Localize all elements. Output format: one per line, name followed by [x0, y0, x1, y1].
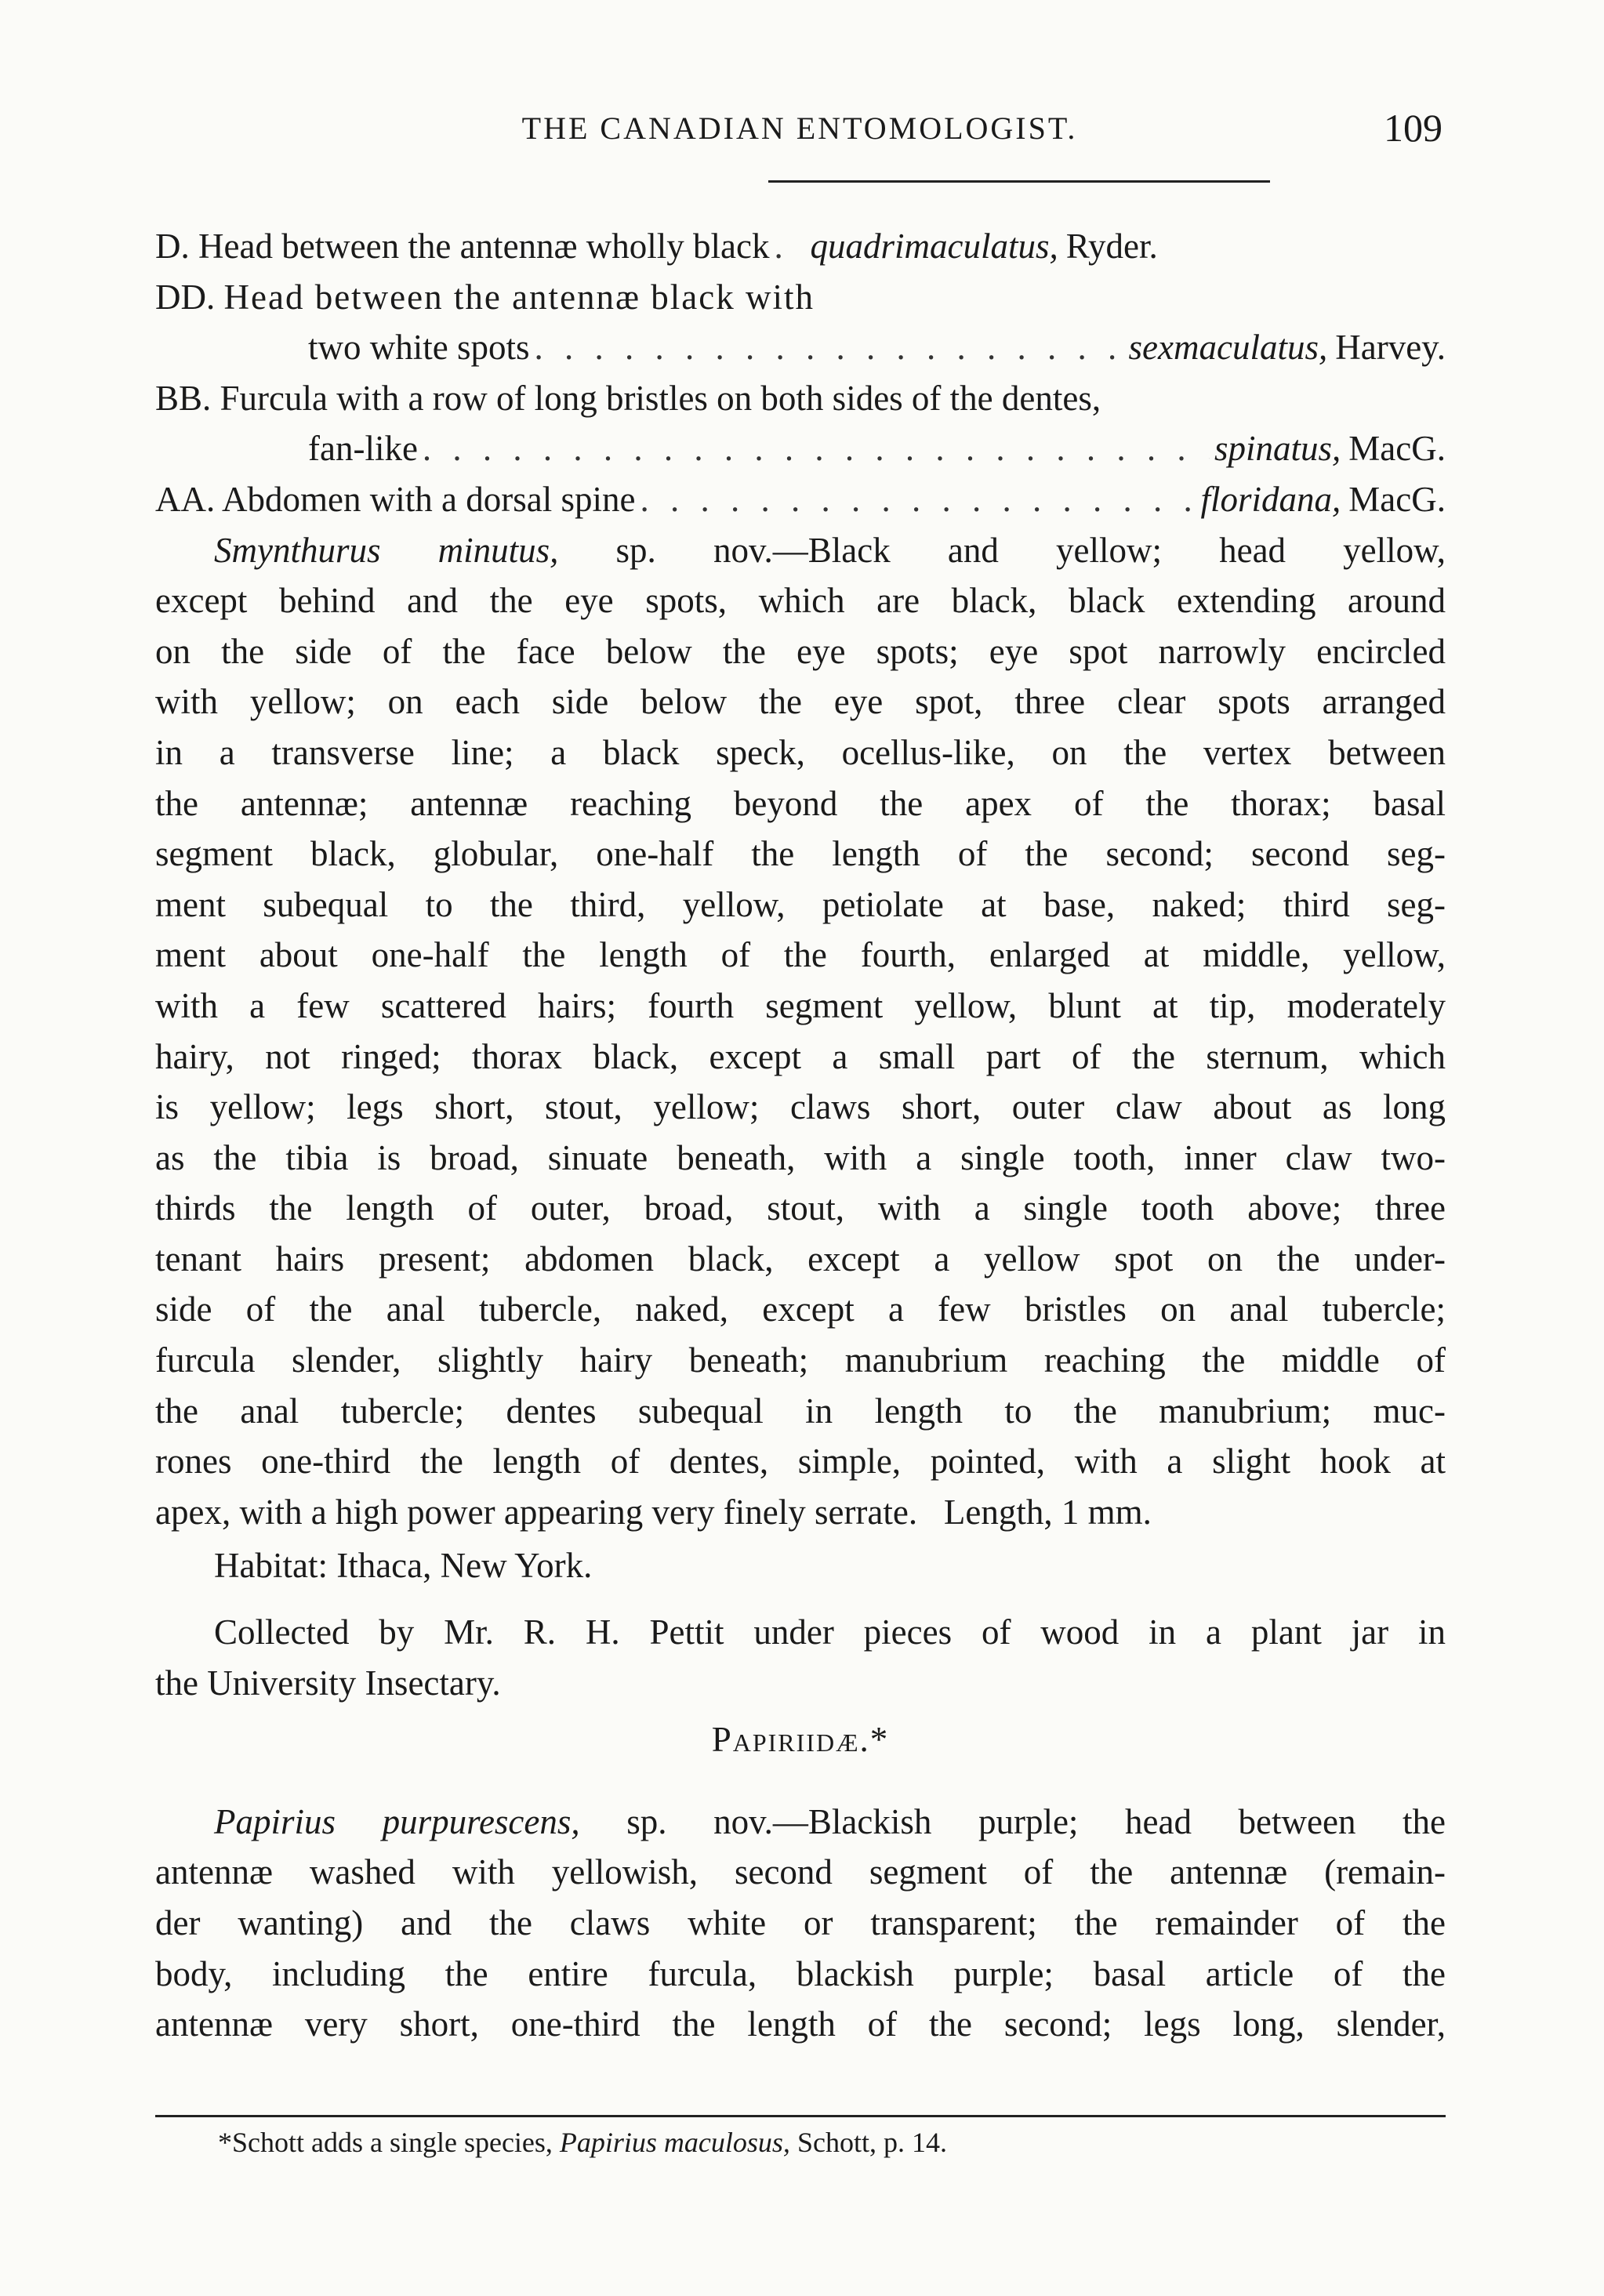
- key-entry-aa: [155, 474, 1446, 525]
- dot-leader: [535, 322, 1124, 373]
- description-line: is yellow; legs short, stout, yellow; claws short, outer claw about as long: [155, 1087, 1446, 1127]
- description-line: side of the anal tubercle, naked, except a few bristles on anal tubercle;: [155, 1289, 1446, 1329]
- species-name: sexmaculatus,: [1128, 328, 1328, 368]
- species-name: spinatus,: [1214, 429, 1341, 469]
- papirius-line-first: [155, 1797, 1446, 1848]
- header-rule: [768, 180, 1270, 183]
- description-line: furcula slender, slightly hairy beneath; manubrium reaching the middle of: [155, 1340, 1446, 1380]
- author-name: MacG.: [1348, 479, 1446, 519]
- species-name: quadrimaculatus,: [810, 227, 1058, 266]
- description-line: apex, with a high power appearing very finely serrate. Length, 1 mm.: [155, 1492, 1152, 1532]
- key-code: BB.: [155, 378, 212, 418]
- description-line: ment about one-half the length of the fourth, enlarged at middle, yellow,: [155, 935, 1446, 975]
- key-code: AA.: [155, 479, 216, 519]
- dot-leader: [775, 221, 806, 272]
- key-text: Furcula with a row of long bristles on both sides of the dentes,: [220, 378, 1101, 418]
- running-title: THE CANADIAN ENTOMOLOGIST.: [521, 111, 1078, 146]
- author-name: Ryder.: [1065, 227, 1158, 266]
- description-line: on the side of the face below the eye spots; eye spot narrowly encircled: [155, 631, 1446, 671]
- footnote: [218, 2126, 947, 2159]
- description-line: as the tibia is broad, sinuate beneath, with a single tooth, inner claw two-: [155, 1137, 1446, 1177]
- key-text: Head between the antennæ black with: [223, 277, 815, 317]
- description-line: with yellow; on each side below the eye spot, three clear spots arranged: [155, 682, 1446, 722]
- collected-note: Collected by Mr. R. H. Pettit under pieces of wood in a plant jar in: [214, 1612, 1446, 1652]
- description-line: with a few scattered hairs; fourth segment yellow, blunt at tip, moderately: [155, 985, 1446, 1025]
- footnote-text: *Schott adds a single species,: [218, 2127, 560, 2158]
- description-line: ment subequal to the third, yellow, petiolate at base, naked; third seg-: [155, 884, 1446, 924]
- description-line: the anal tubercle; dentes subequal in length to the manubrium; muc-: [155, 1391, 1446, 1431]
- key-entry-bb-cont: [155, 423, 1446, 474]
- key-text: two white spots: [308, 328, 530, 368]
- collected-note-cont: the University Insectary.: [155, 1663, 501, 1703]
- description-line: the antennæ; antennæ reaching beyond the apex of the thorax; basal: [155, 783, 1446, 823]
- description-line: antennæ very short, one-third the length of the second; legs long, slender,: [155, 2004, 1446, 2044]
- description-line: tenant hairs present; abdomen black, except a yellow spot on the under-: [155, 1239, 1446, 1279]
- description-line: body, including the entire furcula, blackish purple; basal article of the: [155, 1953, 1446, 1993]
- author-name: Harvey.: [1335, 328, 1446, 368]
- footnote-rule: [155, 2115, 1446, 2117]
- key-text: fan-like: [308, 429, 418, 469]
- footnote-text-end: Schott, p. 14.: [789, 2127, 947, 2158]
- description-line: except behind and the eye spots, which are black, black extending around: [155, 581, 1446, 621]
- family-heading: Papiriidæ.*: [711, 1720, 890, 1760]
- key-code: DD.: [155, 277, 216, 317]
- dot-leader: [640, 474, 1196, 525]
- description-line: segment black, globular, one-half the length of the second; second seg-: [155, 834, 1446, 874]
- key-code: D.: [155, 227, 190, 266]
- description-text: sp. nov.—Blackish purple; head between the: [579, 1801, 1446, 1841]
- description-text: sp. nov.—Black and yellow; head yellow,: [558, 530, 1446, 570]
- description-line: hairy, not ringed; thorax black, except a small part of the sternum, which: [155, 1036, 1446, 1076]
- description-line: rones one-third the length of dentes, simple, pointed, with a slight hook at: [155, 1442, 1446, 1482]
- page-header: [157, 106, 1443, 157]
- species-name: floridana,: [1200, 479, 1341, 519]
- key-entry-bb: [155, 373, 1446, 424]
- dot-leader: [423, 423, 1210, 474]
- description-line: thirds the length of outer, broad, stout, with a single tooth above; three: [155, 1188, 1446, 1228]
- footnote-species: Papirius maculosus,: [559, 2127, 790, 2158]
- description-line: in a transverse line; a black speck, ocellus-like, on the vertex between: [155, 732, 1446, 772]
- species-name: Papirius purpurescens,: [214, 1801, 580, 1841]
- habitat: Habitat: Ithaca, New York.: [214, 1546, 593, 1586]
- smynthurus-line-first: [155, 525, 1446, 576]
- key-entry-d: [155, 221, 1446, 272]
- description-line: der wanting) and the claws white or transparent; the remainder of the: [155, 1903, 1446, 1942]
- page-number: 109: [1384, 106, 1443, 150]
- species-name: Smynthurus minutus,: [214, 530, 559, 570]
- author-name: MacG.: [1348, 429, 1446, 469]
- page-body: [155, 221, 1446, 2050]
- description-line: antennæ washed with yellowish, second segment of the antennæ (remain-: [155, 1852, 1446, 1892]
- key-entry-dd: [155, 272, 1446, 323]
- key-text: Abdomen with a dorsal spine: [222, 479, 636, 519]
- key-entry-dd-cont: [155, 322, 1446, 373]
- key-text: Head between the antennæ wholly black: [198, 227, 770, 266]
